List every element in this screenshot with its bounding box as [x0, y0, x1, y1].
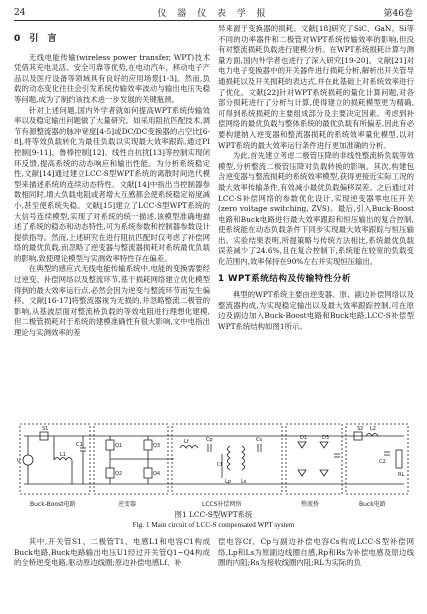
- svg-text:D3: D3: [322, 435, 330, 441]
- bottom-left-paragraph: 其中,开关管S1、二极管T1、电感L1和电容C1构成Buck电路,Buck电路输出电压U1经过开关管Q1~Q4构成的全桥逆变电路,驱动原边线圈;原边补偿电感Lf、补: [14, 537, 210, 568]
- svg-text:U: U: [17, 458, 21, 464]
- intro-paragraph-2: 针对上述问题,国内外学者就如何提高WPT系统传输效率以及稳定输出问题做了大量研究。如采用阻抗匹配技术,调节有源整流器的脉冲宽度[4-5]或DC/DC变换器的占空比[6-8],将等效负载转化为最佳负载以实现最大效率跟踪,通过PI控制[9-11]、鲁棒控制[12]、线性自抗扰[13]等控制实现闭环反馈,提高系统的动态响应和输出性能。为分析系统稳定性,文献[14]通过建立LCC-S型WPT系统的离散时间迭代模型来描述系统的连续动态特性。文献[14]中指出当控制器参数相同时,增大负载电阻或者增大互感都会使系统稳定裕度减小,甚至使系统失稳。文献[15]建立了LCC-S型WPT系统的大信号连续模型,实现了对系统的统一描述,该模型准确地描述了系统的稳态和动态特性,可为系统参数和控制器参数设计提供指导。然而,上述研究在进行阻抗匹配时仅考虑了补偿网络的最优负载,而忽略了逆变器与整流器损耗对系统最优负载的影响,致使理论模型与实测效率特性存在偏差。: [14, 105, 210, 263]
- svg-text:Q2: Q2: [115, 471, 123, 477]
- svg-text:C1: C1: [76, 442, 83, 448]
- svg-text:Q4: Q4: [153, 471, 161, 477]
- intro-paragraph-1: 无线电能传输(wireless power transfer, WPT)技术凭借其充电灵活、安全可靠等优势,在电动汽车、移动电子产品以及医疗设备等领域具有良好的应用场景[1-3]。然而,负载的动态变化往往会引发系统传输效率波动与输出电压失稳等问题,成为了制约该技术进一步发展的关键瓶颈。: [14, 52, 210, 104]
- bottom-right-text: [218, 537, 414, 569]
- right-column: [218, 24, 414, 333]
- label-inverter: 逆变器: [118, 501, 137, 508]
- right-paragraph-3: 典型的WPT系统主要由逆变器、原、副边补偿网络以及整流器构成,为实现稳定输出以及最大效率跟踪控制,可在原边及副边加入Buck-Boost电路和Buck电路,LCC-S补偿型WPT系统结构如图1所示。: [218, 290, 414, 332]
- right-paragraph-2: 为此,首先建立考虑二极管压降的非线性整流桥负载等效模型,分析整流二极管压降对负载转换的影响。其次,构建包含逆变器与整流损耗的系统效率模型,获得更接近实际工况的最大效率传输条件,有效减小最优负载偏移误差。之后通过对LCC-S补偿网络的参数优化设计,实现逆变器零电压开关(zero voltage switching, ZVS)。最后,引入Buck-Boost电路和Buck电路进行最大效率跟踪和恒压输出的复合控制,使系统能在动态负载条件下同步实现最大效率跟踪与恒压输出。实验结果表明,所提策略与传统方法相比,系统最优负载误差减少了24.6%,且在复合控制下,系统能在较宽的负载变化范围内,效率保持在90%左右并实现恒压输出。: [218, 151, 414, 267]
- figure-caption-en: Fig. 1 Main circuit of LCC-S compensated WPT system: [132, 521, 295, 529]
- svg-text:S2: S2: [357, 426, 364, 432]
- right-paragraph-1: 异来源于变换器的损耗。文献[18]研究了SiC、GaN、Si等不同的功率器件和二极管对WPT系统传输效率的影响,但没有对整流损耗负载进行建模分析。在WPT系统损耗计算与测量方面,国内外学者也进行了深入研究[19-20]。文献[21]对电力电子变换器中的开关器件进行损耗分析,解析出开关管导通损耗以及开关损耗的表达式,并在此基础上对系统效率进行了优化。文献[22]针对WPT系统损耗的量化计算问题,对各部分损耗进行了分析与计算,使得建立的损耗模型更为精确,可得到系统损耗的主要组成部分及主要决定因素。考虑到补偿网络的最优负载与整体系统的最优负载有所偏差,因此有必要构建纳入逆变器和整流器损耗的系统效率量化模型,以对WPT系统的最大效率运行条件进行更加准确的分析。: [218, 24, 414, 150]
- label-rectifier: 整流桥: [301, 501, 320, 508]
- svg-text:Cp: Cp: [206, 437, 213, 443]
- label-buck: Buck电路: [359, 501, 386, 508]
- volume-number: 第46卷: [383, 9, 413, 19]
- intro-paragraph-3: 在典型的感应式无线电能传输系统中,电能的变换需要经过逆变、补偿网络以及整流环节,基于损耗网络建立优化模型得到的最大效率运行点,必然会因为逆变与整流环节而发生偏移。文献[16-17]将整流器视为无损的,并忽略整流二极管的影响,从基波层面对整流桥负载的等效电阻进行理想化建模,但二极管损耗对于系统的建模准确性有很大影响,文中电指出理论与实测效率的差: [14, 264, 210, 338]
- label-lccs: LCCS补偿网络: [202, 501, 242, 508]
- svg-text:Ls: Ls: [241, 479, 247, 485]
- left-column: [14, 24, 210, 339]
- page-number: 24: [14, 7, 26, 18]
- svg-text:L1: L1: [60, 452, 66, 458]
- circuit-diagram: [14, 418, 413, 510]
- svg-text:Cs: Cs: [256, 437, 263, 443]
- svg-text:Lp: Lp: [225, 479, 231, 485]
- svg-text:L2: L2: [370, 426, 376, 432]
- svg-text:Lf: Lf: [184, 439, 189, 445]
- figure-caption-cn: 图1 LCC-S型WPT系统: [174, 510, 253, 519]
- svg-text:Cf: Cf: [217, 462, 223, 468]
- svg-text:S1: S1: [42, 426, 49, 432]
- page-header: [14, 5, 413, 21]
- svg-text:RL: RL: [398, 472, 405, 478]
- svg-text:C2: C2: [379, 459, 386, 465]
- circuit-figure: [14, 418, 413, 528]
- svg-text:Q1: Q1: [115, 443, 123, 449]
- bottom-left-text: [14, 537, 210, 569]
- rectifier-box: [286, 424, 342, 494]
- section-heading-1: 1 WPT系统结构及传输特性分析: [218, 273, 352, 284]
- bottom-right-paragraph: 偿电容Cf、Cp与副边补偿电容Cs构成LCC-S型补偿网络,Lp和Ls为原副边线圈自感,Rp和Rs为补偿电感及原边线圈的内阻;Rs为接收线圈内阻;RL为实际的负: [218, 537, 414, 568]
- label-buck-boost: Buck-Boost电路: [30, 501, 76, 508]
- svg-text:D1: D1: [300, 435, 308, 441]
- section-heading-intro: 0 引 言: [14, 34, 60, 44]
- journal-title: 仪 器 仪 表 学 报: [157, 9, 270, 19]
- svg-text:Q3: Q3: [153, 443, 161, 449]
